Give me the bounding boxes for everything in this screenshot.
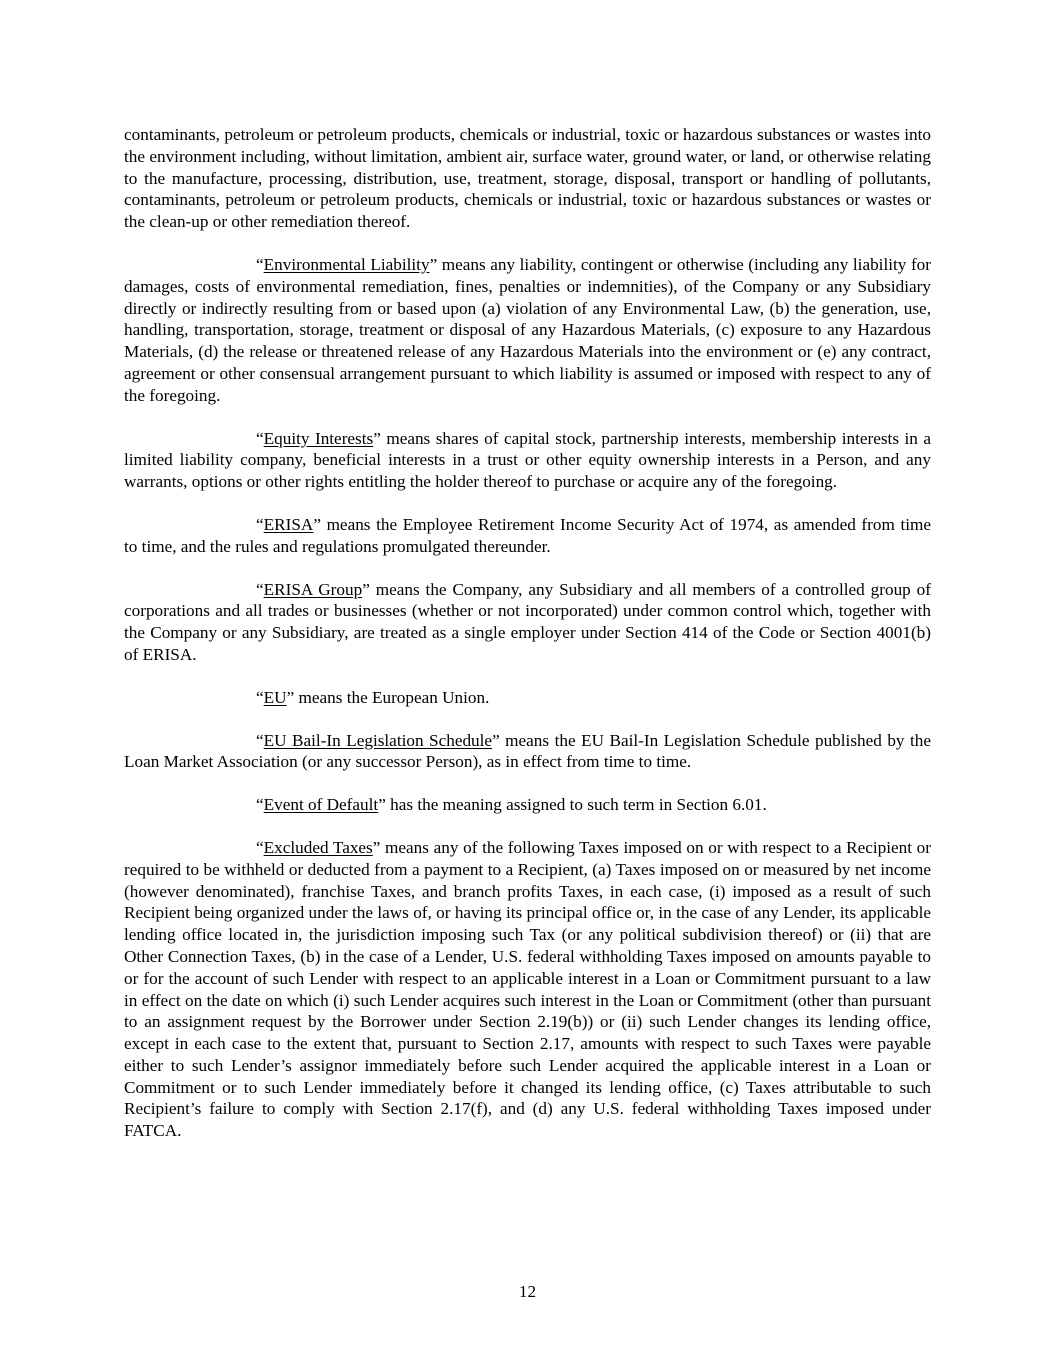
definition-text: ” means the European Union. bbox=[286, 687, 490, 707]
defined-term: EU bbox=[263, 687, 287, 707]
document-page bbox=[124, 124, 931, 1163]
open-quote: “ bbox=[256, 837, 264, 857]
definition-equity-interests bbox=[124, 428, 931, 493]
open-quote: “ bbox=[256, 254, 264, 274]
definition-environmental-liability bbox=[124, 254, 931, 407]
definition-text: ” means any liability, contingent or otherwise (including any liability for damages, costs of environmental remediation, fines, penalties or indemnities), of the Company or any Subsidiary directly or indirectly resulting from or based upon (a) violation of any Environmental Law, (b) the generation, use, handling, transportation, storage, treatment or disposal of any Hazardous Materials, (c) exposure to any Hazardous Materials, (d) the release or threatened release of any Hazardous Materials into the environment or (e) any contract, agreement or other consensual arrangement pursuant to which liability is assumed or imposed with respect to any of the foregoing. bbox=[124, 254, 931, 405]
page-number: 12 bbox=[518, 1282, 537, 1301]
definition-event-of-default bbox=[124, 794, 931, 816]
definition-text: ” means any of the following Taxes imposed on or with respect to a Recipient or required to be withheld or deducted from a payment to a Recipient, (a) Taxes imposed on or measured by net income (however denominated), franchise Taxes, and branch profits Taxes, in each case, (i) imposed as a result of such Recipient being organized under the laws of, or having its principal office or, in the case of any Lender, its applicable lending office located in, the jurisdiction imposing such Tax (or any political subdivision thereof) or (ii) that are Other Connection Taxes, (b) in the case of a Lender, U.S. federal withholding Taxes imposed on amounts payable to or for the account of such Lender with respect to an applicable interest in a Loan or Commitment pursuant to a law in effect on the date on which (i) such Lender acquires such interest in the Loan or Commitment (other than pursuant to an assignment request by the Borrower under Section 2.19(b)) or (ii) such Lender changes its lending office, except in each case to the extent that, pursuant to Section 2.17, amounts with respect to such Taxes were payable either to such Lender’s assignor immediately before such Lender acquired the applicable interest in a Loan or Commitment or to such Lender immediately before it changed its lending office, (c) Taxes attributable to such Recipient’s failure to comply with Section 2.17(f), and (d) any U.S. federal withholding Taxes imposed under FATCA. bbox=[124, 837, 931, 1141]
open-quote: “ bbox=[256, 514, 264, 534]
open-quote: “ bbox=[256, 579, 264, 599]
definition-text: ” means the Employee Retirement Income Security Act of 1974, as amended from time to time, and the rules and regulations promulgated thereunder. bbox=[124, 514, 931, 556]
definition-text: ” has the meaning assigned to such term in Section 6.01. bbox=[378, 795, 767, 815]
defined-term: Event of Default bbox=[263, 795, 379, 815]
definition-erisa-group bbox=[124, 579, 931, 666]
defined-term: EU Bail-In Legislation Schedule bbox=[263, 730, 493, 750]
defined-term: Equity Interests bbox=[263, 428, 374, 448]
definition-text: ” means the EU Bail-In Legislation Schedule published by the Loan Market Association (or any successor Person), as in effect from time to time. bbox=[124, 730, 931, 772]
definition-eu bbox=[124, 687, 931, 709]
definition-excluded-taxes bbox=[124, 837, 931, 1142]
open-quote: “ bbox=[256, 795, 264, 815]
defined-term: Environmental Liability bbox=[263, 254, 430, 274]
open-quote: “ bbox=[256, 428, 264, 448]
defined-term: Excluded Taxes bbox=[263, 837, 373, 857]
open-quote: “ bbox=[256, 730, 264, 750]
definition-text: ” means shares of capital stock, partnership interests, membership interests in a limited liability company, beneficial interests in a trust or other equity ownership interests in a Person, and any warrants, options or other rights entitling the holder thereof to purchase or acquire any of the foregoing. bbox=[124, 428, 931, 492]
defined-term: ERISA bbox=[263, 514, 314, 534]
definition-erisa bbox=[124, 514, 931, 558]
defined-term: ERISA Group bbox=[263, 579, 363, 599]
paragraph-continuation: contaminants, petroleum or petroleum products, chemicals or industrial, toxic or hazardous substances or wastes into the environment including, without limitation, ambient air, surface water, ground water, or land, or otherwise relating to the manufacture, processing, distribution, use, treatment, storage, disposal, transport or handling of pollutants, contaminants, petroleum or petroleum products, chemicals or industrial, toxic or hazardous substances or wastes or the clean-up or other remediation thereof. bbox=[124, 125, 931, 232]
definition-text: ” means the Company, any Subsidiary and all members of a controlled group of corporations and all trades or businesses (whether or not incorporated) under common control which, together with the Company or any Subsidiary, are treated as a single employer under Section 414 of the Code or Section 4001(b) of ERISA. bbox=[124, 579, 931, 664]
definition-eu-bail-in-legislation-schedule bbox=[124, 730, 931, 774]
open-quote: “ bbox=[256, 687, 264, 707]
